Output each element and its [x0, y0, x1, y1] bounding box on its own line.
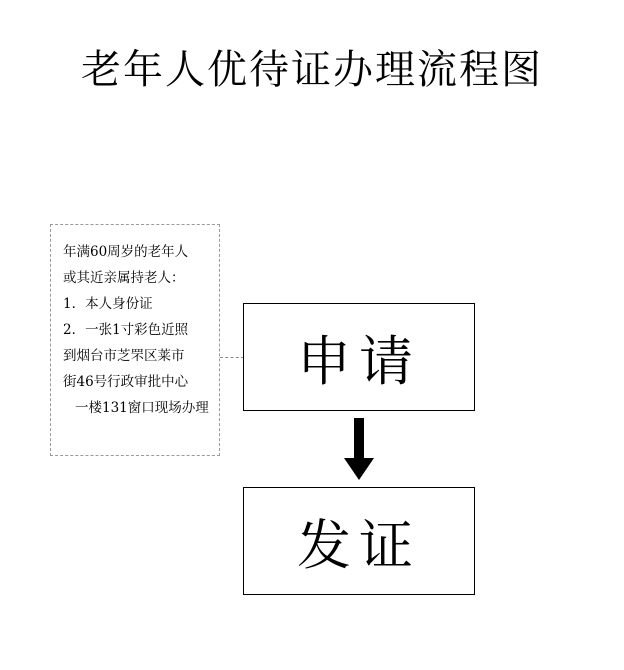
note-line: 1．本人身份证	[63, 296, 153, 312]
requirements-note	[50, 224, 220, 456]
note-line: 2．一张1寸彩色近照	[63, 322, 189, 338]
note-line: 一楼131窗口现场办理	[75, 400, 209, 416]
note-line: 街46号行政审批中心	[63, 374, 189, 390]
note-line: 到烟台市芝罘区莱市	[63, 348, 185, 364]
arrow-shaft	[354, 418, 364, 460]
node-apply: 申请	[243, 303, 475, 411]
page-title: 老年人优待证办理流程图	[81, 47, 543, 93]
note-line: 或其近亲属持老人：	[63, 270, 185, 286]
note-line: 年满60周岁的老年人	[63, 244, 189, 260]
note-to-apply-connector	[220, 357, 244, 358]
arrow-head	[344, 458, 374, 480]
down-arrow-icon	[344, 418, 374, 480]
node-issue: 发证	[243, 487, 475, 595]
